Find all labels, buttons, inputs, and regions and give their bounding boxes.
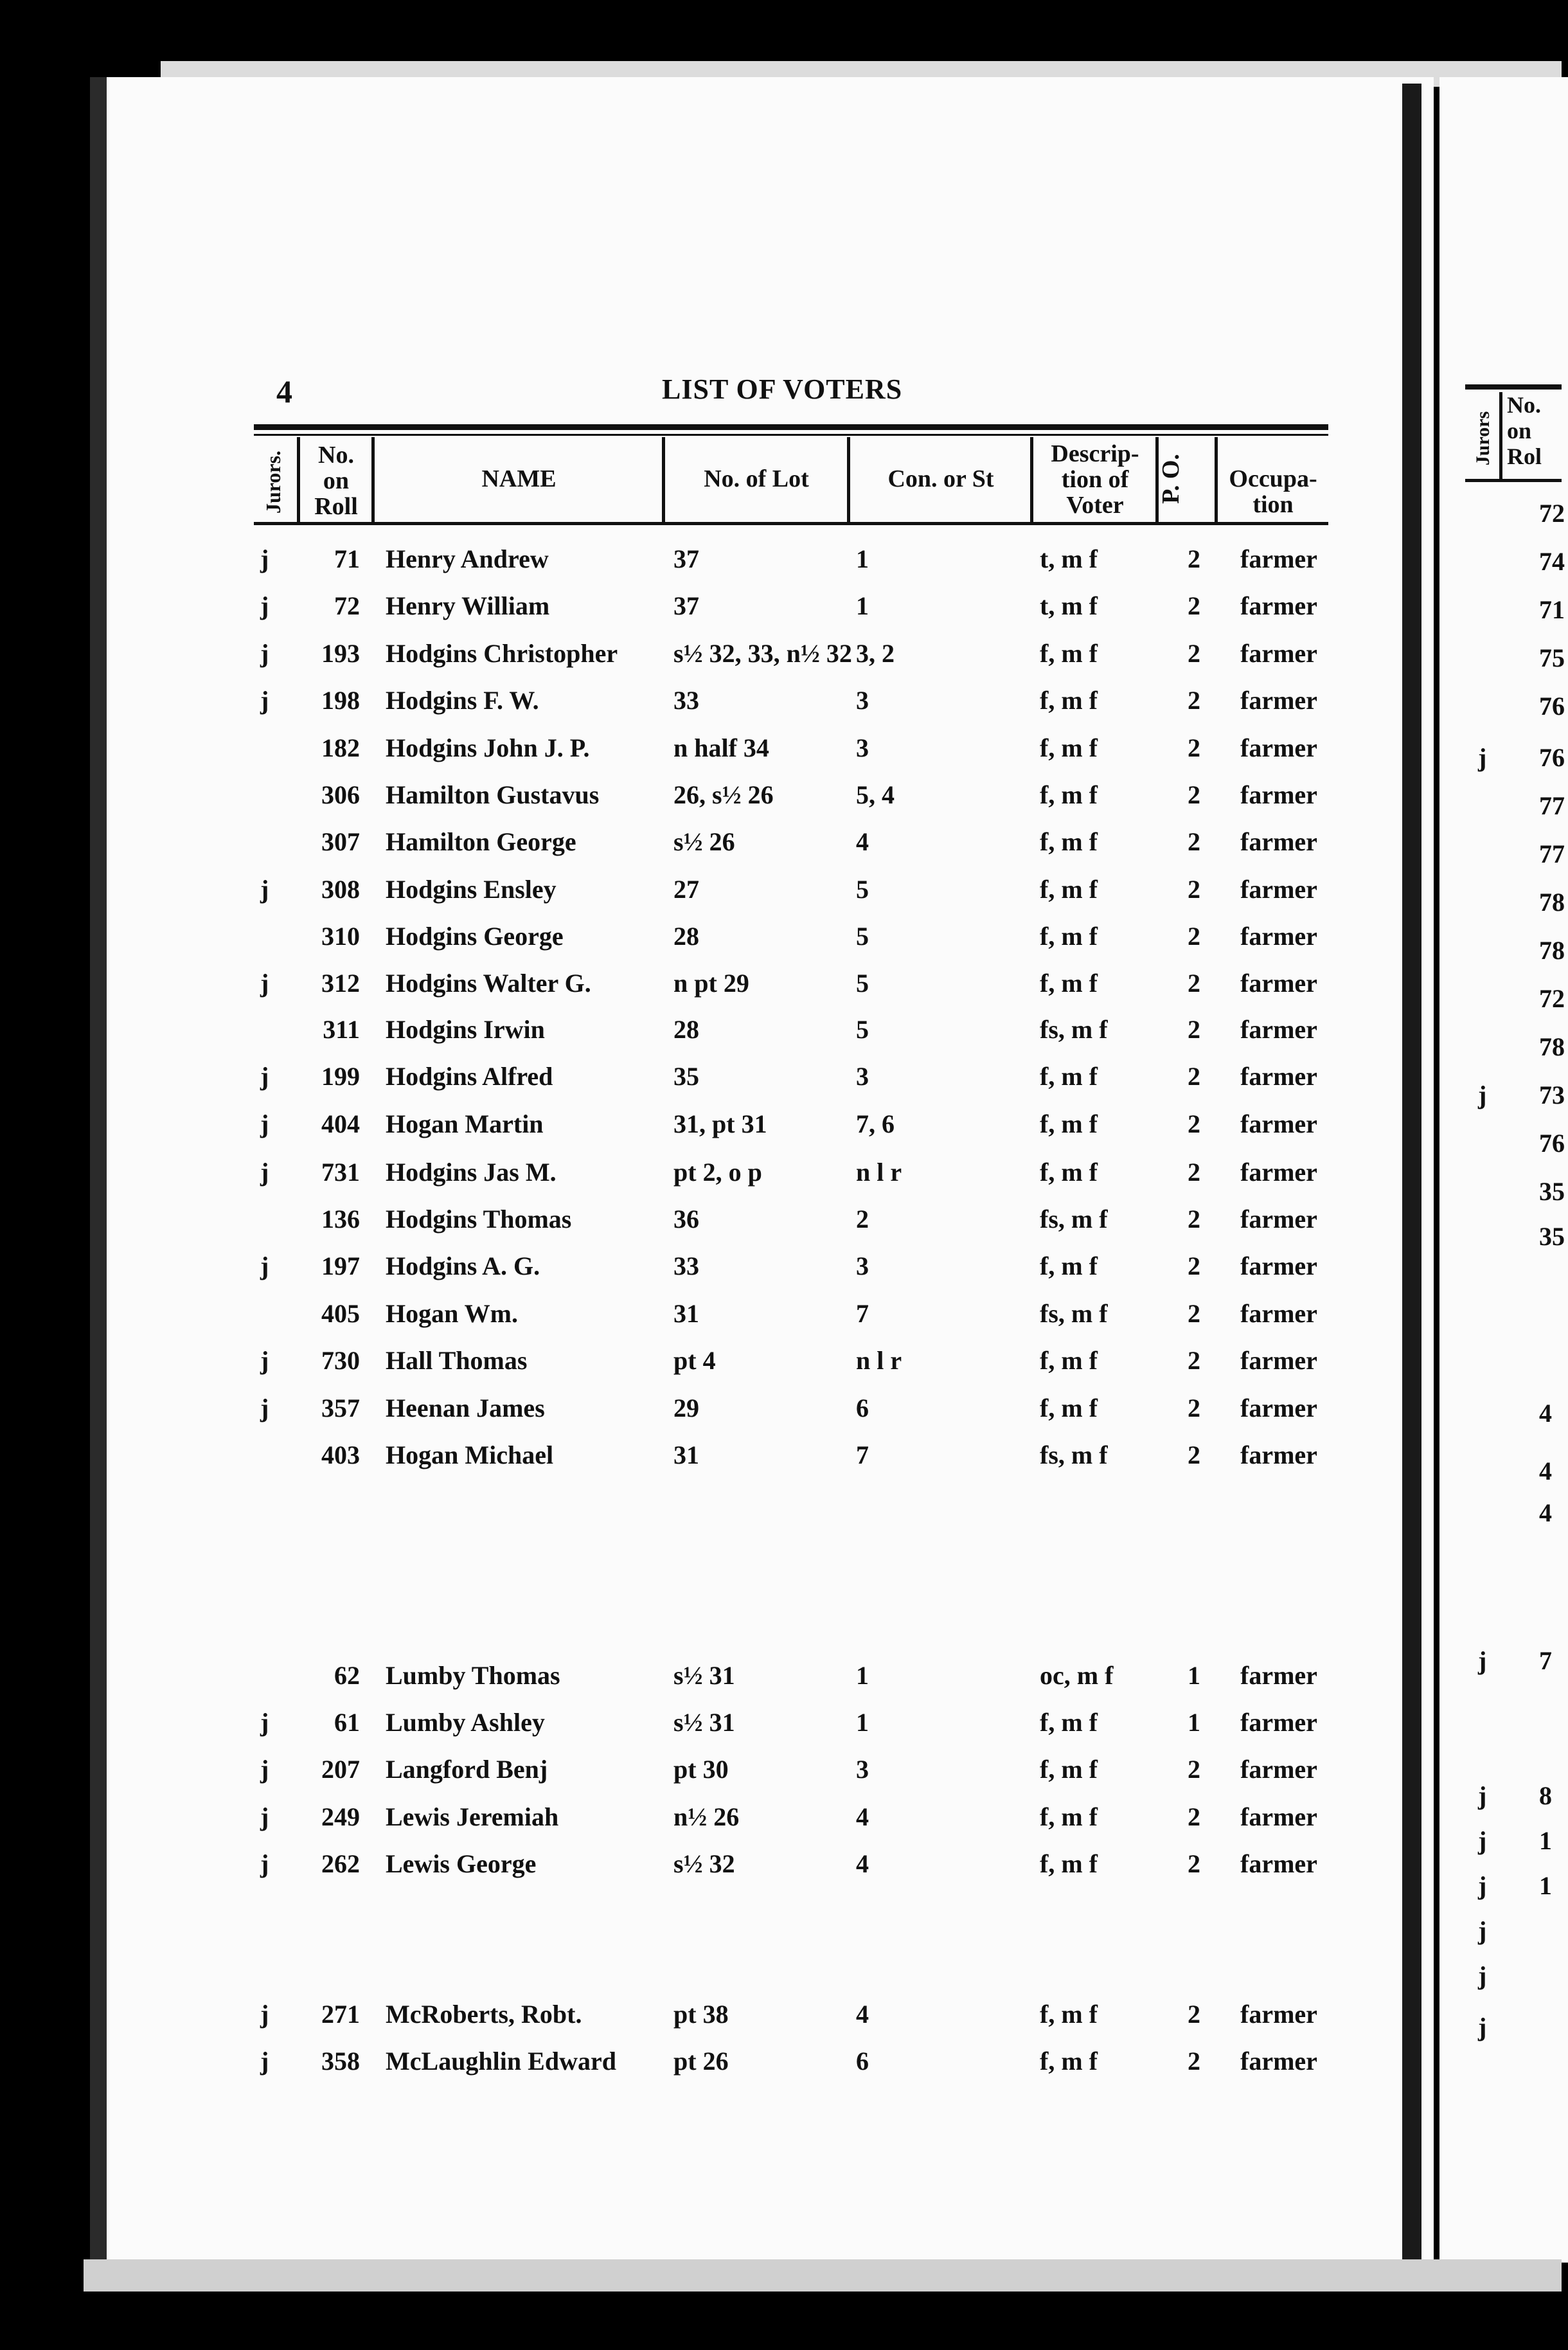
cell-occ: farmer (1240, 1015, 1317, 1044)
cell-desc: f, m f (1040, 1346, 1098, 1375)
cell-po: 2 (1188, 969, 1200, 998)
cell-desc: t, m f (1040, 544, 1098, 573)
cell-name: Hodgins A. G. (386, 1251, 540, 1280)
voter-row (0, 1440, 1382, 1478)
voter-row (0, 1707, 1382, 1746)
header-no-on-roll: No. on Roll (314, 442, 358, 520)
cell-occ: farmer (1240, 2000, 1317, 2029)
cell-desc: fs, m f (1040, 1015, 1108, 1044)
cell-po: 1 (1188, 1661, 1200, 1690)
cell-lot: s½ 32, 33, n½ 32 (673, 639, 852, 668)
cell-no: 271 (321, 2000, 360, 2029)
cell-no: 311 (323, 1015, 360, 1044)
voter-row (0, 685, 1382, 724)
column-divider (297, 437, 300, 524)
cell-no: 403 (321, 1440, 360, 1469)
cell-name: Langford Benj (386, 1755, 548, 1784)
cell-j: j (260, 1158, 269, 1187)
header-description: Descrip- tion of Voter (1051, 440, 1139, 519)
header-name: NAME (481, 465, 557, 492)
cell-desc: f, m f (1040, 1708, 1098, 1737)
next-page-header-no: No. on Rol (1507, 392, 1542, 469)
voter-row (0, 874, 1382, 913)
cell-occ: farmer (1240, 1440, 1317, 1469)
cell-con: 6 (856, 1394, 869, 1422)
cell-con: 1 (856, 1708, 869, 1737)
voter-row (0, 1109, 1382, 1147)
cell-occ: farmer (1240, 1062, 1317, 1091)
cell-occ: farmer (1240, 875, 1317, 904)
voter-row (0, 1393, 1382, 1431)
cell-name: Lumby Ashley (386, 1708, 545, 1737)
cell-name: Lumby Thomas (386, 1661, 560, 1690)
voter-row (0, 1061, 1382, 1100)
cell-con: 3 (856, 733, 869, 762)
next-cell-no: 73 (1539, 1081, 1565, 1109)
next-cell-j: j (1478, 1781, 1487, 1810)
cell-no: 404 (321, 1109, 360, 1138)
cell-lot: pt 26 (673, 2047, 729, 2076)
next-cell-no: 78 (1539, 936, 1565, 965)
cell-po: 2 (1188, 922, 1200, 951)
next-cell-no: 4 (1539, 1457, 1552, 1485)
cell-po: 2 (1188, 1346, 1200, 1375)
cell-no: 310 (321, 922, 360, 951)
cell-con: 6 (856, 2047, 869, 2076)
cell-lot: 37 (673, 544, 699, 573)
cell-no: 730 (321, 1346, 360, 1375)
cell-desc: f, m f (1040, 1394, 1098, 1422)
cell-po: 2 (1188, 1251, 1200, 1280)
cell-occ: farmer (1240, 591, 1317, 620)
cell-name: Hamilton George (386, 827, 576, 856)
next-cell-no: 4 (1539, 1498, 1552, 1527)
cell-lot: 35 (673, 1062, 699, 1091)
next-cell-no: 76 (1539, 692, 1565, 721)
cell-j: j (260, 1755, 269, 1784)
voter-row (0, 544, 1382, 582)
cell-no: 197 (321, 1251, 360, 1280)
cell-no: 182 (321, 733, 360, 762)
next-page-sliver (1439, 77, 1568, 2263)
voter-row (0, 1999, 1382, 2038)
cell-name: McRoberts, Robt. (386, 2000, 582, 2029)
cell-name: Hall Thomas (386, 1346, 528, 1375)
voter-row (0, 638, 1382, 677)
cell-lot: s½ 31 (673, 1708, 735, 1737)
voter-row (0, 1754, 1382, 1793)
cell-desc: oc, m f (1040, 1661, 1114, 1690)
cell-lot: 31, pt 31 (673, 1109, 767, 1138)
cell-no: 262 (321, 1849, 360, 1878)
cell-po: 2 (1188, 2000, 1200, 2029)
cell-po: 2 (1188, 1440, 1200, 1469)
cell-lot: 28 (673, 1015, 699, 1044)
cell-con: 3 (856, 686, 869, 715)
cell-po: 2 (1188, 827, 1200, 856)
next-cell-no: 77 (1539, 839, 1565, 868)
next-cell-no: 71 (1539, 595, 1565, 624)
cell-j: j (260, 639, 269, 668)
cell-po: 2 (1188, 1015, 1200, 1044)
next-cell-j: j (1478, 1081, 1487, 1109)
cell-desc: f, m f (1040, 875, 1098, 904)
next-page-header-jurors-label: Jurors (1472, 411, 1493, 466)
cell-desc: f, m f (1040, 686, 1098, 715)
voter-row (0, 1014, 1382, 1053)
cell-no: 207 (321, 1755, 360, 1784)
cell-lot: s½ 26 (673, 827, 735, 856)
cell-po: 2 (1188, 639, 1200, 668)
voter-row (0, 1660, 1382, 1699)
cell-j: j (260, 969, 269, 998)
next-cell-j: j (1478, 1961, 1487, 1990)
next-cell-no: 78 (1539, 888, 1565, 917)
cell-no: 405 (321, 1299, 360, 1328)
cell-name: Hogan Wm. (386, 1299, 518, 1328)
cell-name: Hodgins Ensley (386, 875, 557, 904)
cell-name: Heenan James (386, 1394, 545, 1422)
cell-lot: n½ 26 (673, 1802, 740, 1831)
cell-name: Hodgins George (386, 922, 564, 951)
cell-lot: pt 30 (673, 1755, 729, 1784)
scan-edge-bottom (84, 2259, 1562, 2292)
voter-row (0, 780, 1382, 818)
cell-con: 4 (856, 2000, 869, 2029)
cell-occ: farmer (1240, 780, 1317, 809)
cell-con: n l r (856, 1346, 902, 1375)
voter-row (0, 1849, 1382, 1887)
cell-con: 5 (856, 875, 869, 904)
cell-con: 3 (856, 1755, 869, 1784)
cell-occ: farmer (1240, 733, 1317, 762)
next-cell-j: j (1478, 2013, 1487, 2041)
cell-name: Henry Andrew (386, 544, 549, 573)
cell-lot: 29 (673, 1394, 699, 1422)
cell-desc: f, m f (1040, 1755, 1098, 1784)
cell-desc: f, m f (1040, 1251, 1098, 1280)
voter-row (0, 1802, 1382, 1840)
cell-no: 357 (321, 1394, 360, 1422)
cell-no: 62 (334, 1661, 360, 1690)
cell-desc: fs, m f (1040, 1440, 1108, 1469)
next-cell-no: 77 (1539, 791, 1565, 820)
cell-desc: f, m f (1040, 2000, 1098, 2029)
cell-con: 5 (856, 969, 869, 998)
cell-no: 198 (321, 686, 360, 715)
cell-con: 3 (856, 1062, 869, 1091)
cell-po: 2 (1188, 1299, 1200, 1328)
cell-j: j (260, 1394, 269, 1422)
cell-name: Hogan Michael (386, 1440, 554, 1469)
next-cell-j: j (1478, 743, 1487, 772)
cell-occ: farmer (1240, 1299, 1317, 1328)
cell-occ: farmer (1240, 1251, 1317, 1280)
cell-no: 358 (321, 2047, 360, 2076)
cell-lot: n half 34 (673, 733, 769, 762)
cell-desc: f, m f (1040, 1802, 1098, 1831)
cell-con: 5, 4 (856, 780, 895, 809)
cell-po: 2 (1188, 875, 1200, 904)
cell-po: 2 (1188, 1205, 1200, 1233)
cell-desc: f, m f (1040, 1849, 1098, 1878)
cell-j: j (260, 875, 269, 904)
column-divider (371, 437, 375, 524)
cell-desc: f, m f (1040, 780, 1098, 809)
cell-po: 2 (1188, 1849, 1200, 1878)
next-cell-no: 78 (1539, 1032, 1565, 1061)
cell-po: 2 (1188, 686, 1200, 715)
cell-occ: farmer (1240, 1346, 1317, 1375)
cell-occ: farmer (1240, 1849, 1317, 1878)
cell-lot: 37 (673, 591, 699, 620)
cell-name: Hodgins John J. P. (386, 733, 590, 762)
cell-po: 2 (1188, 1394, 1200, 1422)
cell-occ: farmer (1240, 1708, 1317, 1737)
cell-con: 4 (856, 1849, 869, 1878)
cell-occ: farmer (1240, 1755, 1317, 1784)
header-con: Con. or St (887, 465, 994, 492)
cell-lot: 27 (673, 875, 699, 904)
cell-occ: farmer (1240, 922, 1317, 951)
cell-con: 4 (856, 1802, 869, 1831)
cell-lot: pt 2, o p (673, 1158, 762, 1187)
voter-row (0, 1298, 1382, 1337)
cell-con: 4 (856, 827, 869, 856)
cell-con: 3 (856, 1251, 869, 1280)
cell-con: 5 (856, 922, 869, 951)
cell-occ: farmer (1240, 969, 1317, 998)
cell-no: 199 (321, 1062, 360, 1091)
next-cell-j: j (1478, 1916, 1487, 1945)
cell-j: j (260, 1708, 269, 1737)
voter-row (0, 591, 1382, 629)
cell-lot: 31 (673, 1440, 699, 1469)
cell-name: Hodgins Irwin (386, 1015, 545, 1044)
cell-no: 61 (334, 1708, 360, 1737)
cell-con: 7, 6 (856, 1109, 895, 1138)
voter-row (0, 1157, 1382, 1196)
cell-j: j (260, 544, 269, 573)
next-cell-j: j (1478, 1646, 1487, 1675)
voter-row (0, 827, 1382, 865)
cell-lot: 28 (673, 922, 699, 951)
cell-po: 2 (1188, 1109, 1200, 1138)
next-cell-no: 74 (1539, 547, 1565, 576)
header-occupation: Occupa- tion (1229, 465, 1317, 518)
cell-po: 2 (1188, 780, 1200, 809)
cell-j: j (260, 686, 269, 715)
cell-name: Hogan Martin (386, 1109, 544, 1138)
next-cell-no: 76 (1539, 743, 1565, 772)
cell-j: j (260, 1346, 269, 1375)
header-rule-bottom (254, 522, 1328, 525)
cell-no: 71 (334, 544, 360, 573)
cell-con: 5 (856, 1015, 869, 1044)
cell-j: j (260, 1849, 269, 1878)
cell-no: 312 (321, 969, 360, 998)
next-cell-no: 1 (1539, 1826, 1552, 1855)
cell-desc: fs, m f (1040, 1299, 1108, 1328)
cell-no: 307 (321, 827, 360, 856)
cell-po: 2 (1188, 733, 1200, 762)
cell-j: j (260, 1802, 269, 1831)
cell-po: 2 (1188, 2047, 1200, 2076)
cell-occ: farmer (1240, 1205, 1317, 1233)
next-cell-j: j (1478, 1826, 1487, 1855)
cell-name: Lewis Jeremiah (386, 1802, 559, 1831)
cell-name: Hodgins Thomas (386, 1205, 572, 1233)
cell-name: Hamilton Gustavus (386, 780, 600, 809)
cell-desc: f, m f (1040, 827, 1098, 856)
cell-lot: 26, s½ 26 (673, 780, 774, 809)
column-divider (1215, 437, 1218, 524)
header-rule-top-thin (254, 434, 1328, 436)
cell-no: 136 (321, 1205, 360, 1233)
cell-occ: farmer (1240, 1394, 1317, 1422)
cell-lot: pt 38 (673, 2000, 729, 2029)
cell-no: 308 (321, 875, 360, 904)
cell-name: Hodgins Jas M. (386, 1158, 557, 1187)
next-cell-no: 75 (1539, 643, 1565, 672)
cell-no: 72 (334, 591, 360, 620)
cell-desc: t, m f (1040, 591, 1098, 620)
cell-occ: farmer (1240, 827, 1317, 856)
next-page-column-divider (1499, 392, 1502, 482)
cell-lot: 36 (673, 1205, 699, 1233)
cell-desc: f, m f (1040, 639, 1098, 668)
cell-name: Lewis George (386, 1849, 537, 1878)
next-cell-no: 1 (1539, 1871, 1552, 1900)
header-lot: No. of Lot (704, 465, 809, 492)
cell-con: 1 (856, 1661, 869, 1690)
cell-name: Hodgins F. W. (386, 686, 539, 715)
cell-no: 731 (321, 1158, 360, 1187)
page-number: 4 (276, 373, 292, 409)
next-cell-no: 35 (1539, 1222, 1565, 1251)
voter-row (0, 921, 1382, 960)
cell-lot: 33 (673, 1251, 699, 1280)
cell-lot: pt 4 (673, 1346, 716, 1375)
next-cell-no: 72 (1539, 984, 1565, 1013)
cell-po: 2 (1188, 1158, 1200, 1187)
cell-j: j (260, 1251, 269, 1280)
cell-name: Henry William (386, 591, 550, 620)
cell-desc: f, m f (1040, 922, 1098, 951)
next-cell-no: 35 (1539, 1177, 1565, 1206)
cell-occ: farmer (1240, 1661, 1317, 1690)
cell-lot: n pt 29 (673, 969, 749, 998)
column-divider (662, 437, 665, 524)
header-po-label: P. O. (1157, 454, 1184, 504)
voter-row (0, 968, 1382, 1007)
cell-occ: farmer (1240, 1802, 1317, 1831)
cell-desc: f, m f (1040, 1062, 1098, 1091)
cell-j: j (260, 1109, 269, 1138)
cell-occ: farmer (1240, 686, 1317, 715)
cell-po: 2 (1188, 1062, 1200, 1091)
cell-po: 2 (1188, 1755, 1200, 1784)
cell-name: Hodgins Christopher (386, 639, 618, 668)
cell-con: 7 (856, 1440, 869, 1469)
cell-occ: farmer (1240, 639, 1317, 668)
cell-con: n l r (856, 1158, 902, 1187)
cell-name: McLaughlin Edward (386, 2047, 616, 2076)
cell-po: 2 (1188, 1802, 1200, 1831)
cell-lot: s½ 31 (673, 1661, 735, 1690)
cell-no: 249 (321, 1802, 360, 1831)
cell-con: 1 (856, 591, 869, 620)
cell-occ: farmer (1240, 544, 1317, 573)
voter-row (0, 733, 1382, 771)
cell-desc: f, m f (1040, 2047, 1098, 2076)
cell-po: 2 (1188, 591, 1200, 620)
next-page-rule-bottom (1465, 479, 1562, 482)
cell-desc: f, m f (1040, 969, 1098, 998)
cell-j: j (260, 1062, 269, 1091)
cell-lot: 33 (673, 686, 699, 715)
cell-po: 1 (1188, 1708, 1200, 1737)
header-jurors-label: Jurors. (262, 450, 285, 514)
voter-row (0, 2046, 1382, 2085)
cell-j: j (260, 591, 269, 620)
page-gutter (1402, 84, 1421, 2269)
cell-occ: farmer (1240, 2047, 1317, 2076)
header-po (1154, 444, 1189, 521)
cell-no: 306 (321, 780, 360, 809)
cell-j: j (260, 2047, 269, 2076)
cell-desc: f, m f (1040, 1158, 1098, 1187)
cell-no: 193 (321, 639, 360, 668)
next-page-header-jurors (1467, 399, 1499, 479)
page-heading: LIST OF VOTERS (662, 373, 903, 405)
header-jurors (251, 444, 296, 521)
column-divider (847, 437, 850, 524)
voter-row (0, 1251, 1382, 1289)
cell-con: 2 (856, 1205, 869, 1233)
header-rule-top (254, 424, 1328, 430)
next-cell-j: j (1478, 1871, 1487, 1900)
cell-desc: f, m f (1040, 1109, 1098, 1138)
cell-name: Hodgins Alfred (386, 1062, 553, 1091)
next-cell-no: 4 (1539, 1399, 1552, 1428)
cell-po: 2 (1188, 544, 1200, 573)
cell-desc: fs, m f (1040, 1205, 1108, 1233)
voter-row (0, 1204, 1382, 1242)
next-cell-no: 76 (1539, 1129, 1565, 1158)
cell-con: 3, 2 (856, 639, 895, 668)
cell-lot: s½ 32 (673, 1849, 735, 1878)
cell-occ: farmer (1240, 1158, 1317, 1187)
cell-lot: 31 (673, 1299, 699, 1328)
cell-occ: farmer (1240, 1109, 1317, 1138)
cell-desc: f, m f (1040, 733, 1098, 762)
next-cell-no: 72 (1539, 499, 1565, 528)
cell-con: 1 (856, 544, 869, 573)
cell-con: 7 (856, 1299, 869, 1328)
cell-name: Hodgins Walter G. (386, 969, 591, 998)
next-page-rule-top (1465, 384, 1562, 390)
cell-j: j (260, 2000, 269, 2029)
voter-row (0, 1345, 1382, 1384)
next-cell-no: 8 (1539, 1781, 1552, 1810)
next-cell-no: 7 (1539, 1646, 1552, 1675)
